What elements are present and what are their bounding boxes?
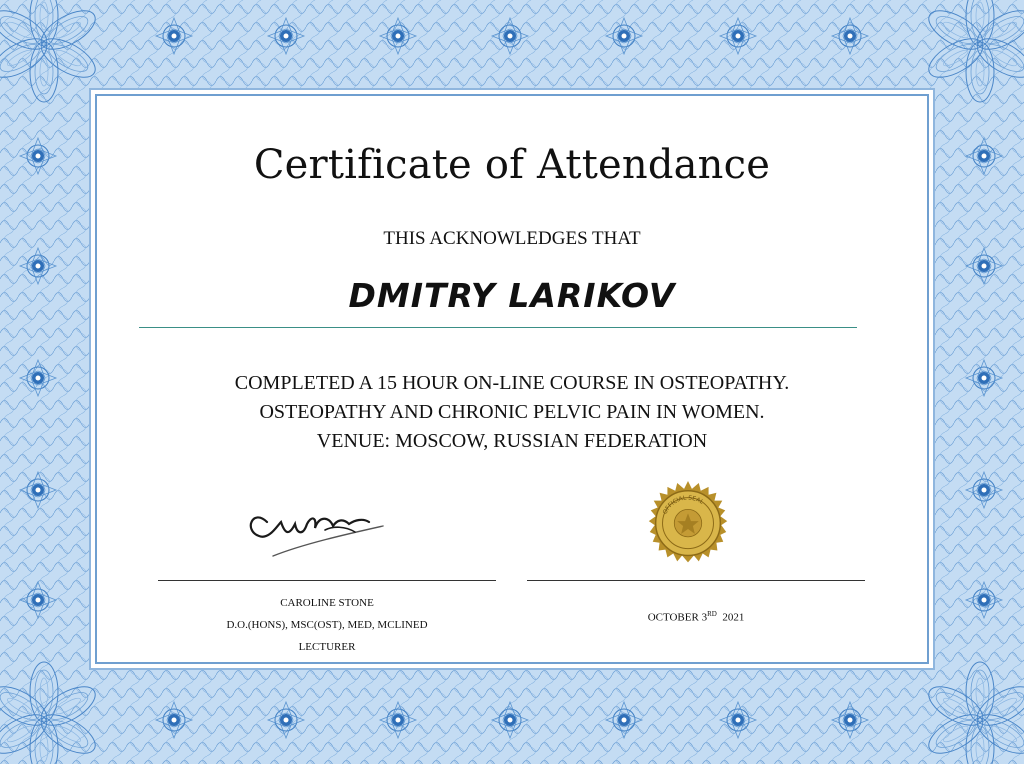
signatory-block xyxy=(158,592,496,658)
acknowledgement-text: THIS ACKNOWLEDGES THAT xyxy=(383,228,641,249)
recipient-name: DMITRY LARIKOV xyxy=(348,276,676,315)
signatory-role: LECTURER xyxy=(298,641,356,653)
certificate-date xyxy=(527,610,865,624)
course-line-1: COMPLETED A 15 HOUR ON-LINE COURSE IN OSTEOPATHY. xyxy=(234,372,790,394)
seal-text: OFFICIAL SEAL xyxy=(662,495,705,516)
date-month-day: OCTOBER 3 xyxy=(647,611,708,624)
name-underline xyxy=(139,327,857,328)
course-line-2: OSTEOPATHY AND CHRONIC PELVIC PAIN IN WOMEN. xyxy=(259,401,765,423)
date-year: 2021 xyxy=(722,611,745,624)
signatory-credentials: D.O.(HONS), MSC(OST), MED, MCLINED xyxy=(226,619,428,631)
gold-seal xyxy=(639,480,737,578)
signatory-name: CAROLINE STONE xyxy=(280,597,374,609)
certificate-title: Certificate of Attendance xyxy=(253,142,771,188)
course-line-3: VENUE: MOSCOW, RUSSIAN FEDERATION xyxy=(316,430,708,452)
course-description xyxy=(97,369,927,456)
date-ordinal-suffix: RD xyxy=(707,610,717,618)
certificate-body xyxy=(97,96,927,662)
date-line xyxy=(527,580,865,581)
handwritten-signature xyxy=(237,486,397,566)
signature-line xyxy=(158,580,496,581)
